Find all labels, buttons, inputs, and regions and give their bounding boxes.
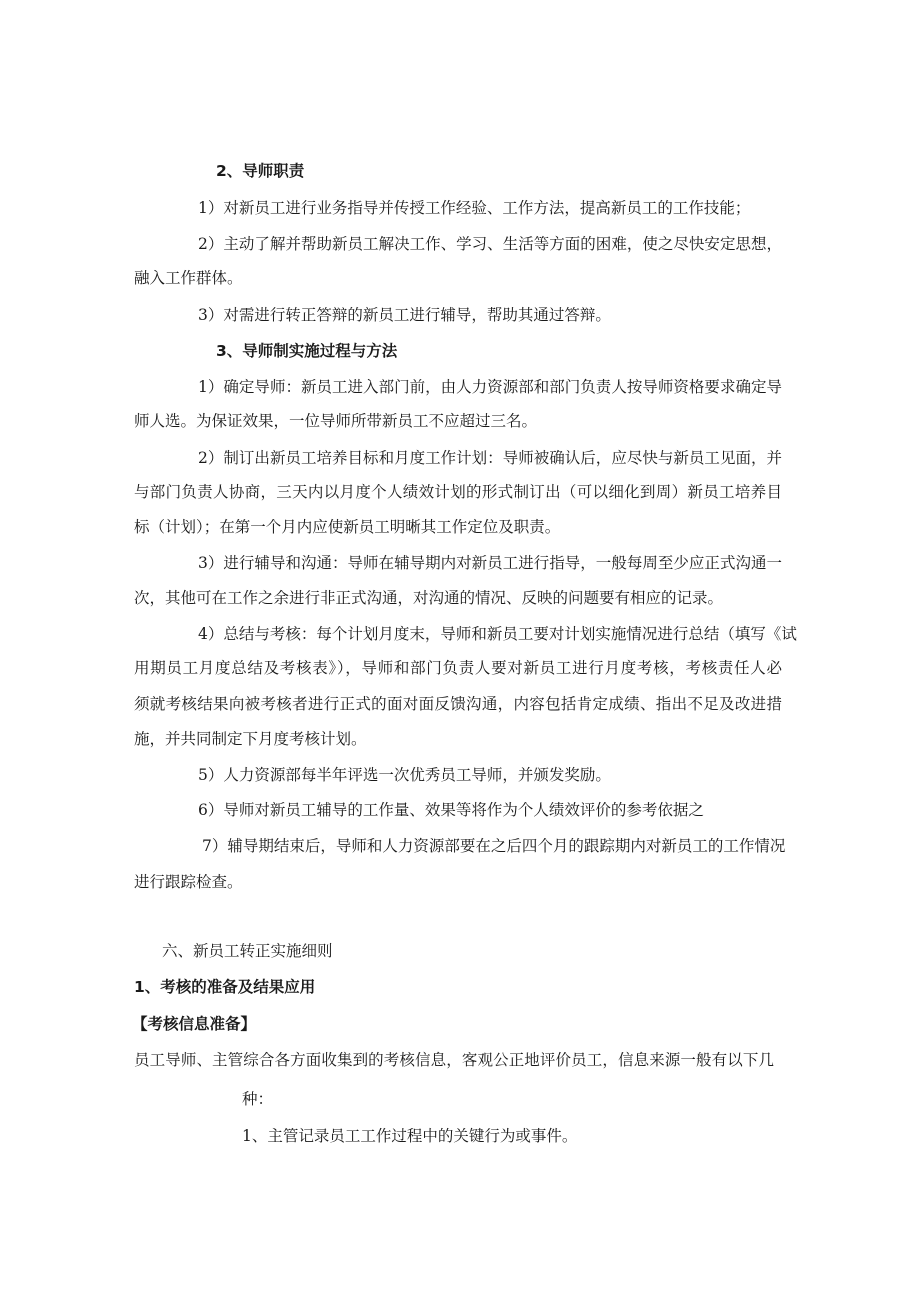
process-item-4-line-2: 用期员工月度总结及考核表》），导师和部门负责人要对新员工进行月度考核，考核责任人必 [134, 659, 782, 677]
mentor-duty-item-2-line-1: 2）主动了解并帮助新员工解决工作、学习、生活等方面的困难，使之尽快安定思想， [198, 235, 782, 253]
process-item-4-line-4: 施，并共同制定下月度考核计划。 [134, 730, 367, 748]
mentor-duty-item-2-line-2: 融入工作群体。 [134, 269, 243, 287]
heading-mentor-duties: 2、导师职责 [216, 162, 305, 180]
process-item-4-line-3: 须就考核结果向被考核者进行正式的面对面反馈沟通，内容包括肯定成绩、指出不足及改进措 [134, 695, 782, 713]
process-item-5: 5）人力资源部每半年评选一次优秀员工导师，并颁发奖励。 [198, 766, 611, 784]
process-item-3-line-1: 3）进行辅导和沟通：导师在辅导期内对新员工进行指导，一般每周至少应正式沟通一 [198, 554, 782, 572]
process-item-2-line-2: 与部门负责人协商，三天内以月度个人绩效计划的形式制订出（可以细化到周）新员工培养目 [134, 483, 782, 501]
mentor-duty-item-1: 1）对新员工进行业务指导并传授工作经验、工作方法，提高新员工的工作技能； [198, 199, 751, 217]
process-item-6: 6）导师对新员工辅导的工作量、效果等将作为个人绩效评价的参考依据之 [198, 801, 704, 819]
assessment-intro-line-2: 种： [242, 1090, 274, 1108]
process-item-3-line-2: 次，其他可在工作之余进行非正式沟通，对沟通的情况、反映的问题要有相应的记录。 [134, 589, 724, 607]
subheading-assessment-prep: 1、考核的准备及结果应用 [134, 978, 316, 996]
assessment-intro-line-1: 员工导师、主管综合各方面收集到的考核信息，客观公正地评价员工，信息来源一般有以下几 [134, 1051, 774, 1069]
process-item-7-line-1: 7）辅导期结束后，导师和人力资源部要在之后四个月的跟踪期内对新员工的工作情况 [202, 837, 786, 855]
info-source-item-1: 1、主管记录员工工作过程中的关键行为或事件。 [242, 1127, 578, 1145]
bracket-heading-assessment-info: 【考核信息准备】 [132, 1015, 257, 1033]
process-item-4-line-1: 4）总结与考核：每个计划月度末，导师和新员工要对计划实施情况进行总结（填写《试 [198, 625, 797, 643]
process-item-7-line-2: 进行跟踪检查。 [134, 873, 243, 891]
process-item-2-line-1: 2）制订出新员工培养目标和月度工作计划：导师被确认后，应尽快与新员工见面，并 [198, 449, 782, 467]
process-item-2-line-3: 标（计划）；在第一个月内应使新员工明晰其工作定位及职责。 [134, 518, 561, 536]
heading-probation-section: 六、新员工转正实施细则 [162, 942, 333, 960]
process-item-1-line-1: 1）确定导师：新员工进入部门前，由人力资源部和部门负责人按导师资格要求确定导 [198, 378, 782, 396]
mentor-duty-item-3: 3）对需进行转正答辩的新员工进行辅导，帮助其通过答辩。 [198, 306, 611, 324]
heading-mentor-process: 3、导师制实施过程与方法 [216, 342, 398, 360]
process-item-1-line-2: 师人选。为保证效果，一位导师所带新员工不应超过三名。 [134, 412, 538, 430]
